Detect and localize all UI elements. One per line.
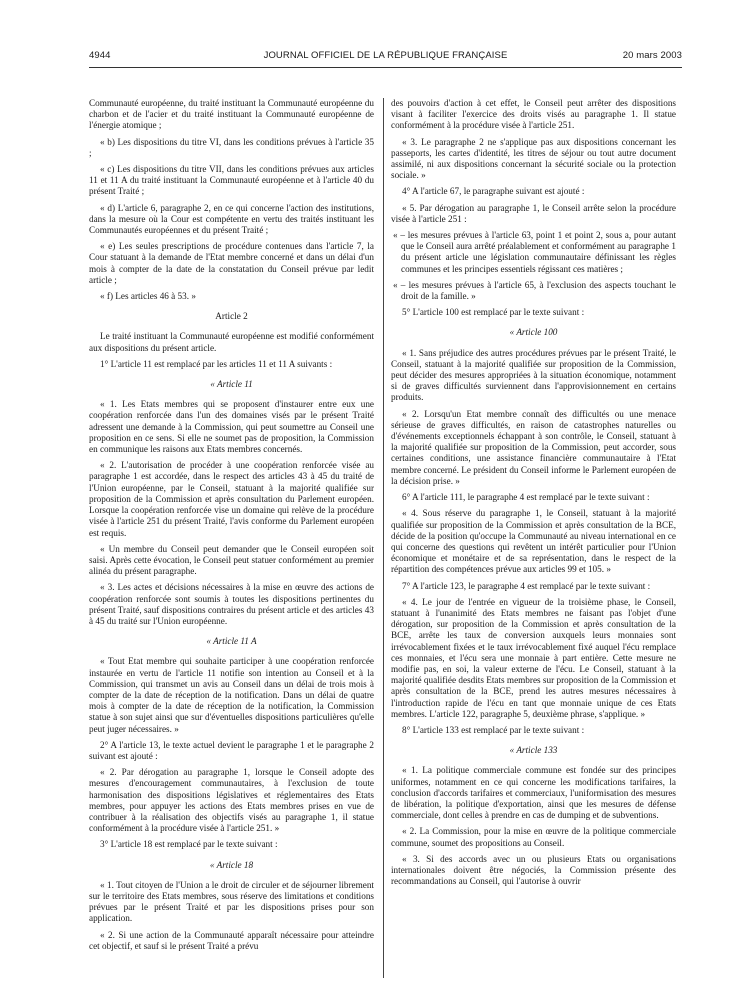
paragraph: « d) L'article 6, paragraphe 2, en ce qui concerne l'action des institutions, dans la mesure où la Cour est compétente en vertu des traités instituant les Communautés européennes et du présent Traité ; <box>89 202 374 236</box>
article-heading: « Article 11 A <box>206 636 257 647</box>
paragraph: « 4. Sous réserve du paragraphe 1, le Conseil, statuant à la majorité qualifiée sur proposition de la Commission et après consultation de la BCE, décide de la position qu'occupe la Communauté au niveau international en ce qui concerne des questions qui revêtent un intérêt particulier pour l'Union économique et monétaire et de sa représentation, dans le respect de la répartition des compétences prévue aux articles 99 et 105. » <box>391 508 676 575</box>
paragraph: 2° A l'article 13, le texte actuel devient le paragraphe 1 et le paragraphe 2 suivant est ajouté : <box>89 739 374 761</box>
paragraph: « 4. Le jour de l'entrée en vigueur de la troisième phase, le Conseil, statuant à l'unanimité des Etats membres ne faisant pas l'objet d'une dérogation, sur proposition de la Commission et après consultation de la BCE, arrête les taux de conversion auxquels leurs monnaies sont irrévocablement fixées et le taux irrévocablement fixé auquel l'écu remplace ces monnaies, et l'écu sera une monnaie à part entière. Cette mesure ne modifie pas, en soi, la valeur externe de l'écu. Le Conseil, statuant à la majorité qualifiée desdits Etats membres sur proposition de la Commission et après consultation de la BCE, prend les autres mesures nécessaires à l'introduction rapide de l'écu en tant que monnaie unique de ces Etats membres. L'article 122, paragraphe 5, deuxième phrase, s'applique. » <box>391 596 676 719</box>
paragraph: 7° A l'article 123, le paragraphe 4 est remplacé par le texte suivant : <box>402 580 651 591</box>
article-heading: Article 2 <box>215 311 248 322</box>
paragraph: « 1. Tout citoyen de l'Union a le droit de circuler et de séjourner librement sur le territoire des Etats membres, sous réserve des limitations et conditions prévues par le présent Traité et par les dispositions prises pour son application. <box>89 879 374 924</box>
paragraph: « 2. Lorsqu'un Etat membre connaît des difficultés ou une menace sérieuse de graves difficultés, en raison de catastrophes naturelles ou d'événements exceptionnels échappant à son contrôle, le Conseil, statuant à la majorité qualifiée sur proposition de la Commission, peut accorder, sous certaines conditions, une assistance financière communautaire à l'Etat membre concerné. Le président du Conseil informe le Parlement européen de la décision prise. » <box>391 408 676 486</box>
paragraph: « b) Les dispositions du titre VI, dans les conditions prévues à l'article 35 ; <box>89 136 374 158</box>
list-item: « – les mesures prévues à l'article 65, à l'exclusion des aspects touchant le droit de la famille. » <box>393 279 676 302</box>
paragraph: « 2. La Commission, pour la mise en œuvre de la politique commerciale commune, soumet des propositions au Conseil. <box>391 826 676 848</box>
list-item: « – les mesures prévues à l'article 63, point 1 et point 2, sous a, pour autant que le Conseil aura arrêté préalablement et conformément au paragraphe 1 du présent article une législation communautaire définissant les règles communes et les principes essentiels régissant ces matières ; <box>393 230 676 274</box>
left-column <box>89 98 374 957</box>
paragraph: « 3. Le paragraphe 2 ne s'applique pas aux dispositions concernant les passeports, les cartes d'identité, les titres de séjour ou tout autre document assimilé, ni aux dispositions concernant la sécurité sociale ou la protection sociale. » <box>391 136 676 181</box>
paragraph-continued: Communauté européenne, du traité instituant la Communauté européenne du charbon et de l'acier et du traité instituant la Communauté européenne de l'énergie atomique ; <box>89 98 374 131</box>
article-heading: « Article 100 <box>509 327 558 338</box>
paragraph: « Tout Etat membre qui souhaite participer à une coopération renforcée instaurée en vertu de l'article 11 notifie son intention au Conseil et à la Commission, qui transmet un avis au Conseil dans un délai de trois mois à compter de la date de réception de la notification. Dans un délai de quatre mois à compter de la date de réception de la notification, la Commission statue à son sujet ainsi que sur d'éventuelles dispositions particulières qu'elle peut juger nécessaires. » <box>89 656 374 734</box>
journal-title: JOURNAL OFFICIEL DE LA RÉPUBLIQUE FRANÇAISE <box>263 50 508 61</box>
paragraph: 8° L'article 133 est remplacé par le texte suivant : <box>402 724 585 735</box>
paragraph: Le traité instituant la Communauté européenne est modifié conformément aux dispositions du présent article. <box>89 331 374 353</box>
paragraph: « 1. Sans préjudice des autres procédures prévues par le présent Traité, le Conseil, statuant à la majorité qualifiée sur proposition de la Commission, peut décider des mesures appropriées à la situation économique, notamment si de graves difficultés surviennent dans l'approvisionnement en certains produits. <box>391 347 676 403</box>
page-header <box>89 50 682 64</box>
paragraph: « 2. L'autorisation de procéder à une coopération renforcée visée au paragraphe 1 est accordée, dans le respect des articles 43 à 45 du traité de l'Union européenne, par le Conseil, statuant à la majorité qualifiée sur proposition de la Commission et après consultation du Parlement européen. Lorsque la coopération renforcée vise un domaine qui relève de la procédure visée à l'article 251 du présent Traité, l'avis conforme du Parlement européen est requis. <box>89 460 374 538</box>
header-rule <box>89 67 682 68</box>
paragraph: « 1. Les Etats membres qui se proposent d'instaurer entre eux une coopération renforcée dans l'un des domaines visés par le présent Traité adressent une demande à la Commission, qui peut soumettre au Conseil une proposition en ce sens. Si elle ne soumet pas de proposition, la Commission en communique les raisons aux Etats membres concernés. <box>89 399 374 455</box>
column-divider <box>383 98 384 978</box>
paragraph: « 5. Par dérogation au paragraphe 1, le Conseil arrête selon la procédure visée à l'article 251 : <box>391 202 676 224</box>
page-number: 4944 <box>89 50 111 61</box>
right-column <box>391 98 676 892</box>
paragraph: 6° A l'article 111, le paragraphe 4 est remplacé par le texte suivant : <box>402 492 650 503</box>
paragraph: « Un membre du Conseil peut demander que le Conseil européen soit saisi. Après cette évocation, le Conseil peut statuer conformément au premier alinéa du présent paragraphe. <box>89 543 374 577</box>
paragraph: 1° L'article 11 est remplacé par les articles 11 et 11 A suivants : <box>100 358 333 369</box>
paragraph: 3° L'article 18 est remplacé par le texte suivant : <box>100 839 278 850</box>
article-heading: « Article 18 <box>209 859 254 870</box>
paragraph-continued: des pouvoirs d'action à cet effet, le Conseil peut arrêter des dispositions visant à faciliter l'exercice des droits visés au paragraphe 1. Il statue conformément à la procédure visée à l'article 251. <box>391 98 676 131</box>
paragraph: « 2. Si une action de la Communauté apparaît nécessaire pour atteindre cet objectif, et sauf si le présent Traité a prévu <box>89 929 374 951</box>
article-heading: « Article 11 <box>210 379 253 390</box>
paragraph: « 3. Les actes et décisions nécessaires à la mise en œuvre des actions de coopération renforcée sont soumis à toutes les dispositions pertinentes du présent Traité, sauf dispositions contraires du présent article et des articles 43 à 45 du traité sur l'Union européenne. <box>89 582 374 626</box>
paragraph: « 1. La politique commerciale commune est fondée sur des principes uniformes, notamment en ce qui concerne les modifications tarifaires, la conclusion d'accords tarifaires et commerciaux, l'uniformisation des mesures de libération, la politique d'exportation, ainsi que les mesures de défense commerciale, dont celles à prendre en cas de dumping et de subventions. <box>391 765 676 821</box>
paragraph: 5° L'article 100 est remplacé par le texte suivant : <box>402 307 585 318</box>
paragraph: « 3. Si des accords avec un ou plusieurs Etats ou organisations internationales doivent être négociés, la Commission présente des recommandations au Conseil, qui l'autorise à ouvrir <box>391 853 676 887</box>
paragraph: « c) Les dispositions du titre VII, dans les conditions prévues aux articles 11 et 11 A du traité instituant la Communauté européenne et à l'article 40 du présent Traité ; <box>89 164 374 197</box>
paragraph: « 2. Par dérogation au paragraphe 1, lorsque le Conseil adopte des mesures d'encouragement communautaires, à l'exclusion de toute harmonisation des dispositions législatives et réglementaires des Etats membres, pour appuyer les actions des Etats membres prises en vue de contribuer à la réalisation des objectifs visés au paragraphe 1, il statue conformément à la procédure visée à l'article 251. » <box>89 767 374 834</box>
article-heading: « Article 133 <box>509 745 558 756</box>
paragraph: « f) Les articles 46 à 53. » <box>100 291 196 302</box>
publication-date: 20 mars 2003 <box>622 50 682 61</box>
paragraph: « e) Les seules prescriptions de procédure contenues dans l'article 7, la Cour statuant à la demande de l'Etat membre concerné et dans un délai d'un mois à compter de la date de la constatation du Conseil prévue par ledit article ; <box>89 241 374 285</box>
paragraph: 4° A l'article 67, le paragraphe suivant est ajouté : <box>402 186 585 197</box>
